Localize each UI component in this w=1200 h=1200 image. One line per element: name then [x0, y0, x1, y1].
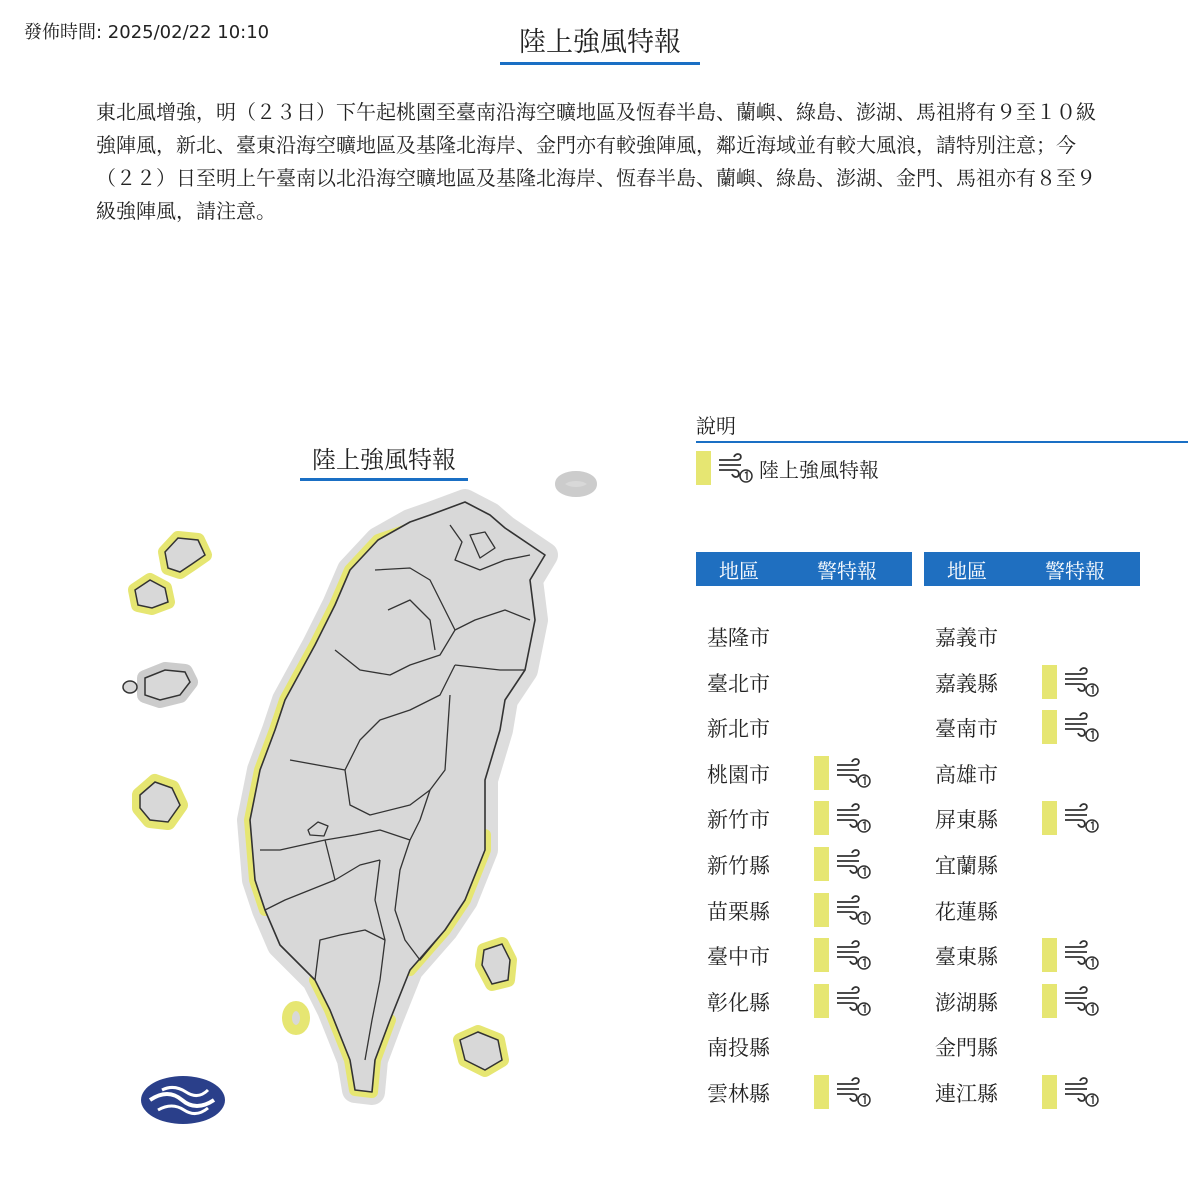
region-name: 嘉義市	[935, 626, 998, 650]
table-row[interactable]	[924, 1034, 1140, 1080]
region-name: 臺東縣	[935, 945, 998, 970]
penghu-islands[interactable]	[140, 782, 180, 822]
table-row[interactable]	[696, 1034, 912, 1080]
strong-wind-icon	[1063, 1076, 1099, 1108]
region-column-header: 地區	[947, 558, 987, 583]
table-row[interactable]	[696, 670, 912, 716]
table-row[interactable]	[696, 624, 912, 670]
table-row[interactable]	[696, 806, 912, 852]
warning-marker	[814, 847, 871, 881]
region-list-right	[924, 624, 1140, 1126]
strong-wind-icon	[1063, 939, 1099, 971]
warning-yellow-bar	[814, 1075, 829, 1109]
legend-yellow-bar	[696, 451, 711, 485]
region-name: 新竹縣	[707, 853, 770, 878]
table-row[interactable]	[696, 943, 912, 989]
table-row[interactable]	[696, 1080, 912, 1126]
table-row[interactable]	[924, 715, 1140, 761]
warning-yellow-bar	[814, 847, 829, 881]
page-title: 陸上強風特報	[500, 20, 700, 65]
table-header	[924, 552, 1140, 586]
region-column-header: 地區	[719, 558, 759, 583]
region-table-right	[924, 552, 1140, 1126]
region-name: 臺南市	[935, 717, 998, 742]
cwa-logo-icon	[141, 1076, 225, 1124]
warning-yellow-bar	[1042, 984, 1057, 1018]
table-row[interactable]	[696, 761, 912, 807]
region-name: 嘉義縣	[935, 671, 998, 696]
table-row[interactable]	[924, 852, 1140, 898]
region-name: 澎湖縣	[935, 990, 998, 1015]
strong-wind-icon	[835, 802, 871, 834]
warning-marker	[814, 801, 871, 835]
region-name: 彰化縣	[707, 990, 770, 1015]
warning-column-header: 警特報	[817, 558, 877, 583]
table-row[interactable]	[696, 715, 912, 761]
region-name: 桃園市	[707, 762, 770, 787]
warning-marker	[814, 893, 871, 927]
table-row[interactable]	[924, 761, 1140, 807]
warning-yellow-bar	[814, 984, 829, 1018]
matsu-islands[interactable]	[135, 538, 205, 608]
strong-wind-icon	[717, 452, 753, 484]
warning-marker	[1042, 801, 1099, 835]
warning-yellow-bar	[1042, 938, 1057, 972]
table-row[interactable]	[924, 624, 1140, 670]
warning-marker	[814, 984, 871, 1018]
green-island[interactable]	[482, 944, 510, 984]
warning-marker	[1042, 938, 1099, 972]
taiwan-map	[110, 460, 620, 1140]
warning-yellow-bar	[814, 938, 829, 972]
issue-time: 發佈時間: 2025/02/22 10:10	[24, 22, 270, 43]
legend-item	[696, 450, 879, 486]
region-name: 南投縣	[707, 1036, 770, 1061]
strong-wind-icon	[835, 1076, 871, 1108]
strong-wind-icon	[835, 894, 871, 926]
region-name: 臺中市	[707, 945, 770, 970]
table-row[interactable]	[924, 989, 1140, 1035]
warning-description: 東北風增強，明（２３日）下午起桃園至臺南沿海空曠地區及恆春半島、蘭嶼、綠島、澎湖、馬祖將有９至１０級強陣風，新北、臺東沿海空曠地區及基隆北海岸、金門亦有較強陣風，鄰近海域並有較大風浪，請特別注意；今（２２）日至明上午臺南以北沿海空曠地區及基隆北海岸、恆春半島、蘭嶼、綠島、澎湖、金門、馬祖亦有８至９級強陣風，請注意。	[96, 100, 1096, 223]
legend-label: 陸上強風特報	[759, 457, 879, 482]
table-row[interactable]	[924, 1080, 1140, 1126]
warning-yellow-bar	[814, 801, 829, 835]
table-header	[696, 552, 912, 586]
warning-yellow-bar	[1042, 1075, 1057, 1109]
region-name: 宜蘭縣	[935, 853, 998, 878]
warning-column-header: 警特報	[1045, 558, 1105, 583]
warning-marker	[1042, 984, 1099, 1018]
warning-marker	[1042, 710, 1099, 744]
map-title: 陸上強風特報	[300, 440, 468, 481]
region-name: 金門縣	[935, 1036, 998, 1061]
warning-yellow-bar	[1042, 801, 1057, 835]
region-name: 屏東縣	[935, 808, 998, 833]
warning-yellow-bar	[814, 893, 829, 927]
guishan-island[interactable]	[560, 476, 592, 492]
region-table-left	[696, 552, 912, 1126]
strong-wind-icon	[1063, 711, 1099, 743]
strong-wind-icon	[835, 985, 871, 1017]
warning-marker	[1042, 665, 1099, 699]
table-row[interactable]	[924, 806, 1140, 852]
strong-wind-icon	[1063, 985, 1099, 1017]
region-name: 臺北市	[707, 671, 770, 696]
lanyu-island[interactable]	[460, 1032, 502, 1070]
table-row[interactable]	[924, 943, 1140, 989]
table-row[interactable]	[696, 989, 912, 1035]
warning-yellow-bar	[1042, 710, 1057, 744]
region-name: 雲林縣	[707, 1081, 770, 1106]
region-name: 新竹市	[707, 808, 770, 833]
strong-wind-icon	[1063, 802, 1099, 834]
warning-marker	[814, 1075, 871, 1109]
region-name: 高雄市	[935, 762, 998, 787]
table-row[interactable]	[696, 852, 912, 898]
warning-marker	[1042, 1075, 1099, 1109]
table-row[interactable]	[924, 898, 1140, 944]
strong-wind-icon	[835, 848, 871, 880]
strong-wind-icon	[1063, 666, 1099, 698]
region-name: 基隆市	[707, 626, 770, 650]
kinmen-islands[interactable]	[123, 670, 190, 700]
region-name: 新北市	[707, 717, 770, 742]
strong-wind-icon	[835, 939, 871, 971]
xiaoliuqiu-island[interactable]	[287, 1006, 305, 1030]
strong-wind-icon	[835, 757, 871, 789]
table-row[interactable]	[696, 898, 912, 944]
legend-title: 說明	[696, 410, 1188, 443]
region-list-left	[696, 624, 912, 1126]
warning-marker	[814, 756, 871, 790]
warning-yellow-bar	[814, 756, 829, 790]
region-name: 花蓮縣	[935, 899, 998, 924]
region-name: 連江縣	[935, 1081, 998, 1106]
warning-marker	[814, 938, 871, 972]
region-name: 苗栗縣	[707, 899, 770, 924]
warning-yellow-bar	[1042, 665, 1057, 699]
table-row[interactable]	[924, 670, 1140, 716]
